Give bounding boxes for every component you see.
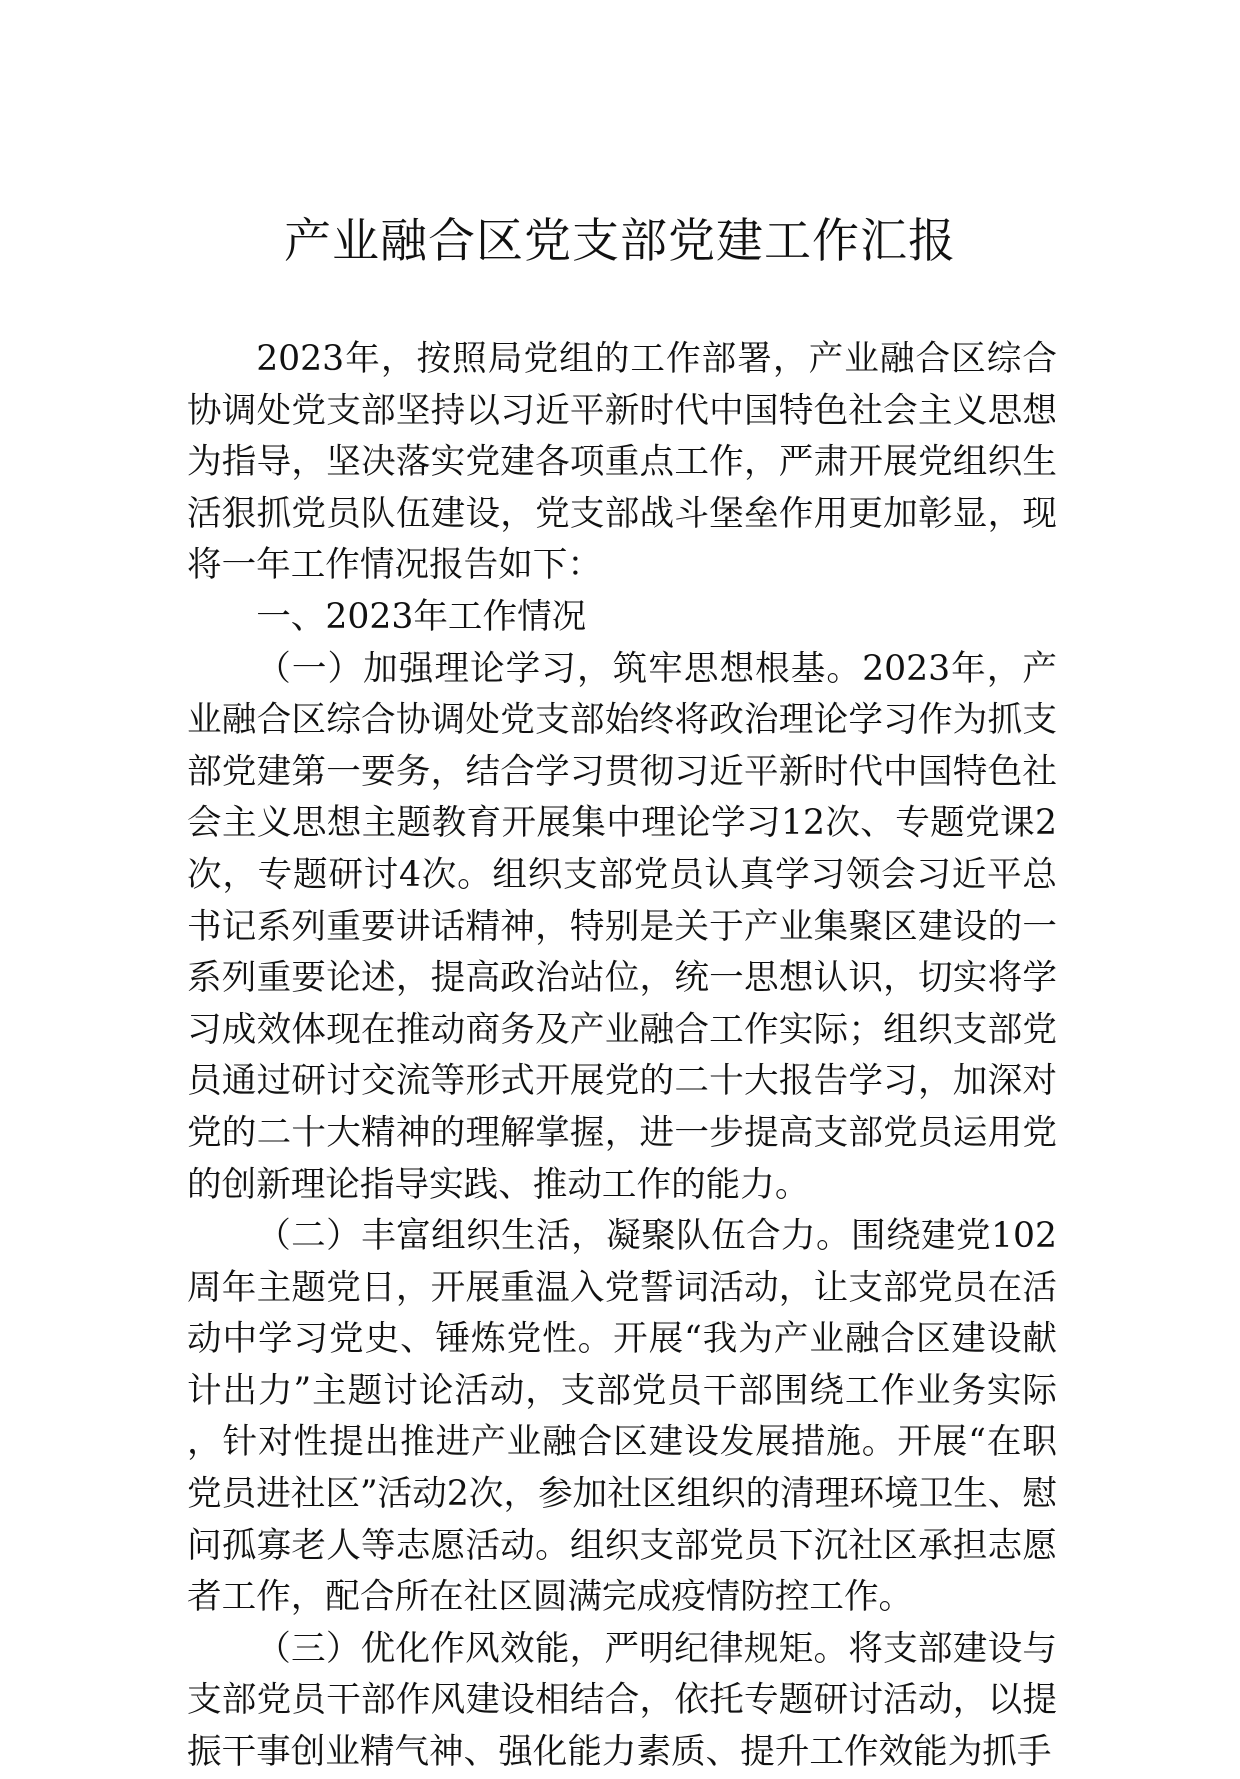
document-title: 产业融合区党支部党建工作汇报 — [284, 214, 956, 269]
subsection-3-paragraph: （三）优化作风效能，严明纪律规矩。将支部建设与支部党员干部作风建设相结合，依托专题研讨活动，以提振干事创业精气神、强化能力素质、提升工作效能为抓手 — [187, 1628, 1057, 1773]
subsection-2-paragraph: （二）丰富组织生活，凝聚队伍合力。围绕建党102周年主题党日，开展重温入党誓词活动，让支部党员在活动中学习党史、锤炼党性。开展“我为产业融合区建设献计出力”主题讨论活动，支部党员干部围绕工作业务实际，针对性提出推进产业融合区建设发展措施。开展“在职党员进社区”活动2次，参加社区组织的清理环境卫生、慰问孤寡老人等志愿活动。组织支部党员下沉社区承担志愿者工作，配合所在社区圆满完成疫情防控工作。 — [187, 1216, 1057, 1618]
intro-paragraph: 2023年，按照局党组的工作部署，产业融合区综合协调处党支部坚持以习近平新时代中国特色社会主义思想为指导，坚决落实党建各项重点工作，严肃开展党组织生活狠抓党员队伍建设，党支部战斗堡垒作用更加彰显，现将一年工作情况报告如下： — [187, 339, 1057, 586]
document-body — [187, 334, 1057, 1779]
section-heading-1: 一、2023年工作情况 — [256, 596, 587, 637]
subsection-1-paragraph: （一）加强理论学习，筑牢思想根基。2023年，产业融合区综合协调处党支部始终将政治理论学习作为抓支部党建第一要务，结合学习贯彻习近平新时代中国特色社会主义思想主题教育开展集中理论学习12次、专题党课2次，专题研讨4次。组织支部党员认真学习领会习近平总书记系列重要讲话精神，特别是关于产业集聚区建设的一系列重要论述，提高政治站位，统一思想认识，切实将学习成效体现在推动商务及产业融合工作实际；组织支部党员通过研讨交流等形式开展党的二十大报告学习，加深对党的二十大精神的理解掌握，进一步提高支部党员运用党的创新理论指导实践、推动工作的能力。 — [187, 648, 1057, 1205]
